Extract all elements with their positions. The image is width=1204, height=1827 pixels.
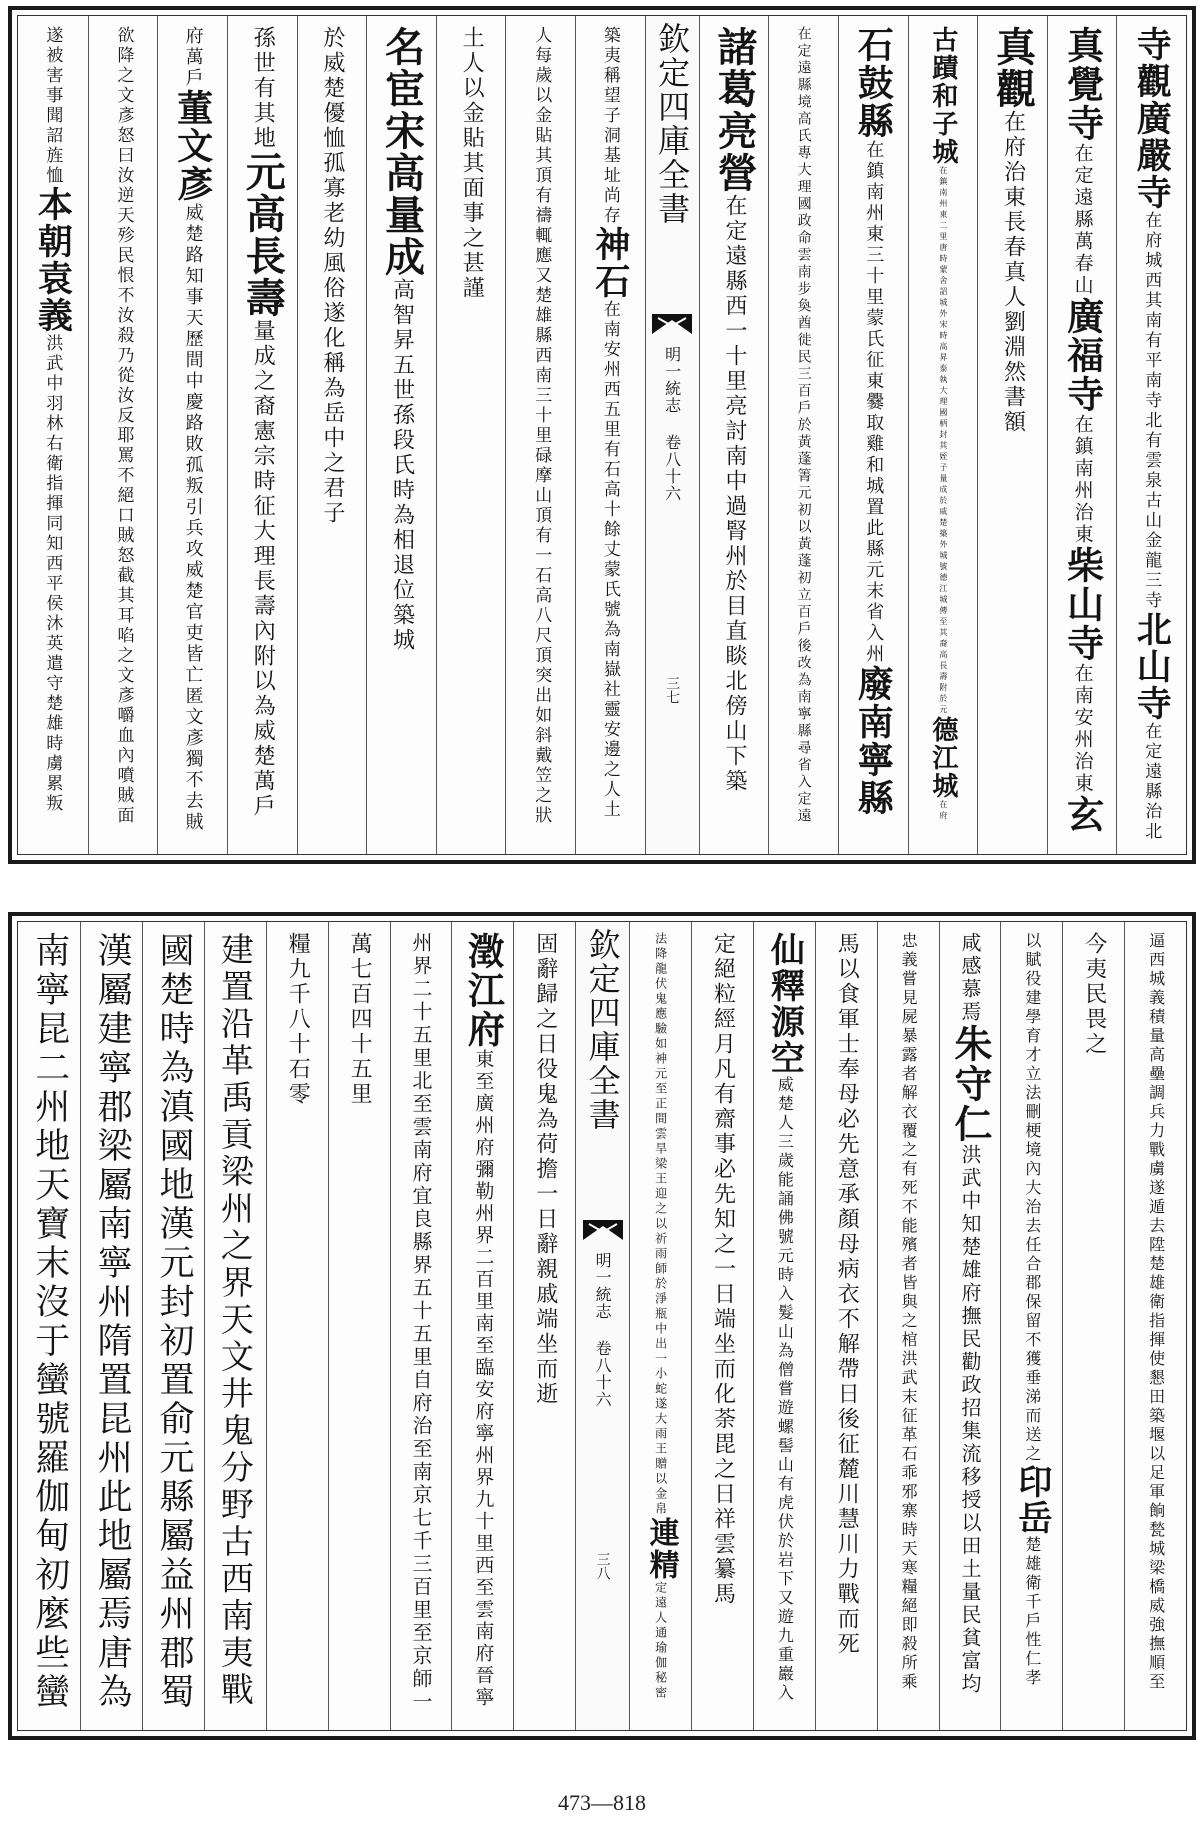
text-line <box>32 26 74 814</box>
annotation-text: 於威楚優恤孤寡老幼風俗遂化稱為岳中之君子 <box>319 26 345 526</box>
annotation-text: 在鎮南州治東 <box>1071 414 1094 546</box>
annotation-text: 咸感慕焉 <box>957 932 982 1024</box>
main-text-line: 南寧昆二州地天寶末沒于蠻號羅伽甸初麼些蠻 <box>29 932 70 1712</box>
annotation-text: 在南安州西五里有石高十餘丈蒙氏號為南嶽社靈安邊之人土 <box>599 300 620 820</box>
entry-heading: 玄 <box>1060 795 1105 834</box>
book-series-title: 欽定四庫全書 <box>583 928 622 1132</box>
lower-text-column <box>753 922 815 1730</box>
text-line <box>461 932 506 1709</box>
lower-text-column <box>939 922 1001 1730</box>
lower-text-column <box>513 922 575 1730</box>
upper-text-column <box>1047 16 1117 854</box>
lower-text-column <box>80 922 142 1730</box>
annotation-text: 人每歲以金貼其頂有禱輒應又楚雄縣西南三十里碌摩山頂有一石高八尺頂突出如斜戴笠之狀 <box>531 26 552 826</box>
page-number: 473—818 <box>558 1790 646 1815</box>
annotation-text: 在府城西其南有平南寺北有雲泉古山金龍三寺 <box>1141 211 1162 611</box>
book-series-title: 欽定四庫全書 <box>653 22 692 226</box>
upper-text-column <box>157 16 227 854</box>
text-line <box>378 26 426 653</box>
annotation-text: 土人以金貼其面事之甚謹 <box>459 26 485 301</box>
lower-text-column <box>142 922 204 1730</box>
main-text-line: 漢屬建寧郡梁屬南寧州隋置昆州此地屬焉唐為 <box>92 932 133 1712</box>
upper-text-column <box>838 16 908 854</box>
folio-number: 三七 <box>664 676 681 704</box>
annotation-text: 洪武中知楚雄府撫民勸政招集流移授以田土量民貧富均 <box>957 1144 982 1696</box>
annotation-text: 法降龍伏鬼應驗如神元至正間雲旱梁王迎之以祈雨師於淨瓶中出一小蛇遂大雨王贈以金帛 <box>653 932 668 1517</box>
lower-text-column <box>451 922 513 1730</box>
text-line <box>764 932 805 1703</box>
annotation-text: 州界二十五里北至雲南府宜良縣界五十五里自府治至南京七千三百里至京師一 <box>408 932 433 1714</box>
entry-heading: 北山寺 <box>1131 611 1173 722</box>
text-line <box>589 26 631 820</box>
annotation-text: 固辭歸之日役鬼為荷擔一日辭親戚端坐而逝 <box>532 932 558 1407</box>
entry-heading: 古蹟和子城 <box>927 26 958 166</box>
upper-text-column <box>88 16 158 854</box>
annotation-text: 逼西城義積量高壘調兵力戰虜遂遁去陞楚雄衛指揮使懇田築堰以足軍餉甃城梁橋威強撫順至 <box>1146 932 1166 1692</box>
annotation-text: 在定遠縣境高氏專大理國政命雲南步奐酋徙民三百戶於黃蓬箐元初以黃蓬初立百戶後改為南寧縣尋省入定遠 <box>795 26 812 825</box>
text-line <box>927 26 958 822</box>
annotation-text: 威楚路知事天歷間中慶路敗孤叛引兵攻威楚官吏皆亡匿文彥獨不去賊 <box>182 203 204 833</box>
text-line <box>239 26 287 819</box>
entry-heading: 印岳 <box>1011 1464 1052 1536</box>
text-line <box>947 932 993 1696</box>
entry-heading: 柴山寺 <box>1060 546 1105 663</box>
entry-heading: 真覺寺 <box>1060 26 1105 143</box>
lower-text-column <box>266 922 328 1730</box>
text-line <box>852 26 895 817</box>
annotation-text: 量成之裔憲宗時征大理長壽內附以為威楚萬戶 <box>250 319 276 819</box>
annotation-text: 府萬戶 <box>182 26 204 89</box>
main-text-line: 建置沿革禹貢梁州之界天文井鬼分野古西南夷戰 <box>215 932 255 1709</box>
annotation-text: 定絕粒經月凡有齋事必先知之一日端坐而化荼毘之日祥雲纂馬 <box>710 932 736 1607</box>
annotation-text: 定遠人通瑜伽秘密 <box>653 1581 668 1701</box>
annotation-text: 高智昇五世孫段氏時為相退位築城 <box>389 278 415 653</box>
entry-heading: 真觀 <box>989 26 1037 110</box>
lower-text-column <box>629 922 691 1730</box>
lower-text-column <box>1062 922 1124 1730</box>
text-line <box>1011 932 1052 1688</box>
annotation-text: 在鎮南州東三十里蒙氏征東爨取雞和城置此縣元末省入州 <box>863 140 885 665</box>
text-line <box>643 932 679 1701</box>
entry-heading: 仙釋源空 <box>764 932 805 1076</box>
annotation-text: 楚雄衛千戶性仁孝 <box>1022 1536 1042 1688</box>
entry-heading: 廣福寺 <box>1060 297 1105 414</box>
entry-heading: 朱守仁 <box>947 1024 993 1144</box>
lower-center-margin <box>575 922 629 1730</box>
lower-text-column <box>691 922 753 1730</box>
entry-heading: 連精 <box>643 1517 679 1581</box>
main-text-line: 國楚時為滇國地漢元封初置俞元縣屬益州郡蜀 <box>153 932 194 1712</box>
upper-text-column <box>699 16 769 854</box>
annotation-text: 築夷稱望子洞基址尚存 <box>599 26 620 226</box>
lower-text-column <box>18 922 80 1730</box>
annotation-text: 糧九千八十石零 <box>285 932 311 1107</box>
annotation-text: 在定遠縣西一十里亮討南中過腎州於目直睒北傍山下築 <box>721 194 747 794</box>
upper-text-column <box>1116 16 1186 854</box>
lower-text-column <box>1000 922 1062 1730</box>
text-line <box>1131 26 1173 842</box>
annotation-text: 孫世有其地 <box>250 26 276 151</box>
annotation-text: 在鎮南州東二里唐時蒙舍詔城外宋時高昇泰執大理國柄封其姪子量成於威楚築外城號德江城傳至其裔高長壽附於元 <box>938 166 948 716</box>
upper-text-column <box>366 16 436 854</box>
upper-page-columns <box>18 16 1186 854</box>
book-reference: 明一統志 卷八十六 <box>593 1252 613 1408</box>
annotation-text: 在定遠縣治北 <box>1141 722 1162 842</box>
text-line <box>171 26 214 833</box>
text-line <box>1060 26 1105 834</box>
annotation-text: 今夷民畏之 <box>1081 932 1107 1057</box>
upper-text-column <box>436 16 506 854</box>
annotation-text: 在府治東長春真人劉淵然書額 <box>1000 110 1026 435</box>
lower-text-column <box>204 922 266 1730</box>
lower-text-column <box>815 922 877 1730</box>
book-reference: 明一統志 卷八十六 <box>662 346 682 502</box>
lower-page-columns <box>18 922 1186 1730</box>
lower-text-column <box>877 922 939 1730</box>
annotation-text: 在南安州治東 <box>1071 663 1094 795</box>
annotation-text: 在定遠縣萬春山 <box>1071 143 1094 297</box>
entry-heading: 諸葛亮營 <box>710 26 758 194</box>
entry-heading: 廢南寧縣 <box>852 665 895 817</box>
annotation-text: 忠義嘗見屍暴露者解衣覆之有死不能殯者皆與之棺洪武末征革石乖邪寨時天寒糧絕即殺所乘 <box>899 932 919 1692</box>
annotation-text: 欲降之文彥怒曰汝逆天殄民恨不汝殺乃從汝反耶罵不絕口賊怒截其耳啗之文彥嚼血內噴賊面 <box>113 26 134 826</box>
upper-text-column <box>297 16 367 854</box>
entry-heading: 石鼓縣 <box>852 26 895 140</box>
upper-text-column <box>977 16 1047 854</box>
entry-heading: 神石 <box>589 226 631 300</box>
annotation-text: 萬七百四十五里 <box>347 932 373 1107</box>
upper-center-margin <box>645 16 699 854</box>
annotation-text: 以賦役建學育才立法刪梗境內大治去任合郡保留不獲垂涕而送之 <box>1022 932 1042 1464</box>
annotation-text: 威楚人三歲能誦佛號元時入髮山為僧嘗遊螺髻山有虎伏於岩下又遊九重巖入 <box>775 1076 795 1703</box>
fishtail-mark-icon <box>650 312 694 336</box>
upper-text-column <box>575 16 645 854</box>
fishtail-mark-icon <box>581 1218 625 1242</box>
folio-number: 三八 <box>594 1552 611 1580</box>
annotation-text: 馬以食軍士奉母必先意承顏母病衣不解帶日後征麓川慧川力戰而死 <box>834 932 860 1657</box>
upper-page-frame <box>8 6 1196 864</box>
entry-heading: 德江城 <box>927 716 958 800</box>
upper-text-column <box>908 16 978 854</box>
annotation-text: 遂被害事聞詔旌恤 <box>42 26 63 186</box>
lower-page-frame <box>8 912 1196 1740</box>
text-line <box>989 26 1037 435</box>
entry-heading: 本朝袁義 <box>32 186 74 334</box>
lower-text-column <box>1124 922 1186 1730</box>
entry-heading: 澂江府 <box>461 932 506 1049</box>
upper-text-column <box>18 16 88 854</box>
annotation-text: 在府 <box>938 800 948 822</box>
lower-text-column <box>390 922 452 1730</box>
annotation-text: 東至廣州府彌勒州界二百里南至臨安府寧州界九十里西至雲南府晉寧 <box>472 1049 495 1709</box>
upper-text-column <box>227 16 297 854</box>
entry-heading: 董文彥 <box>171 89 214 203</box>
upper-text-column <box>505 16 575 854</box>
text-line <box>710 26 758 794</box>
upper-text-column <box>768 16 838 854</box>
entry-heading: 元高長壽 <box>239 151 287 319</box>
lower-text-column <box>328 922 390 1730</box>
entry-heading: 名宦宋高量成 <box>378 26 426 278</box>
annotation-text: 洪武中羽林右衛指揮同知西平侯沐英遣守楚雄時虜累叛 <box>42 334 63 814</box>
entry-heading: 寺觀廣嚴寺 <box>1131 26 1173 211</box>
